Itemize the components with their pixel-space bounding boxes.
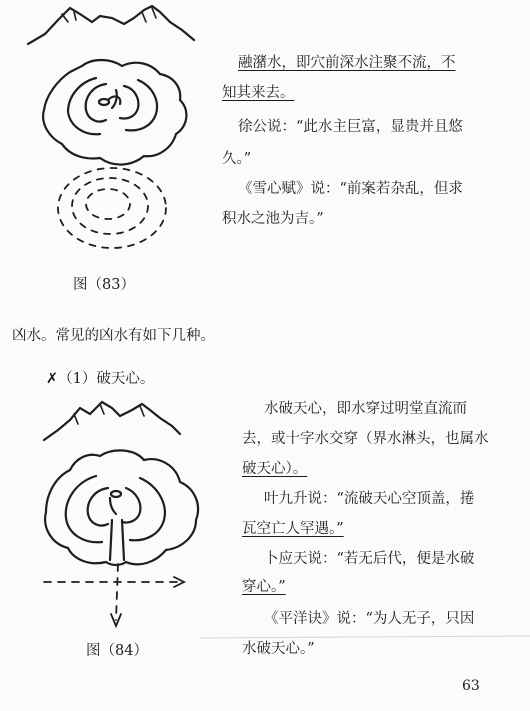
block2-line3-text: 破天心）。 [242, 461, 308, 477]
block2-line2-text: 去，或十字水交穿（界水淋头，也属水 [242, 431, 489, 447]
intro-line: 凶水。常见的凶水有如下几种。 [12, 328, 215, 344]
block1-line4-text: 久。” [222, 151, 252, 167]
heading-text: （1）破天心。 [58, 371, 155, 387]
block1-line3-text: 徐公说：“此水主巨富，显贵并且悠 [238, 119, 463, 135]
block2-line6-text: 卜应天说：“若无后代，便是水破 [264, 551, 475, 567]
block2-line8-text: 《平洋诀》说：“为人无子，只因 [264, 611, 475, 627]
figure-83-caption: 图（83） [73, 277, 135, 293]
block2-line1-text: 水破天心，即水穿过明堂直流而 [264, 401, 467, 417]
page-number: 63 [462, 678, 480, 694]
block2-line5-text: 瓦空亡人罕遇。” [242, 521, 344, 537]
block1-line2-text: 知其来去。 [222, 85, 295, 101]
block1-line5-text: 《雪心赋》说：“前案若杂乱，但求 [238, 181, 463, 197]
block1-line1-text: 融潴水，即穴前深水注聚不流，不 [238, 55, 456, 71]
block2-line9-text: 水破天心。” [242, 641, 315, 657]
check-mark-icon: ✗ [46, 371, 59, 387]
figure-84-caption: 图（84） [86, 643, 148, 659]
block2-line4-text: 叶九升说：“流破天心空顶盖，捲 [264, 491, 475, 507]
block1-line6-text: 积水之池为吉。” [222, 211, 324, 227]
block2-line7-text: 穿心。” [242, 579, 286, 595]
